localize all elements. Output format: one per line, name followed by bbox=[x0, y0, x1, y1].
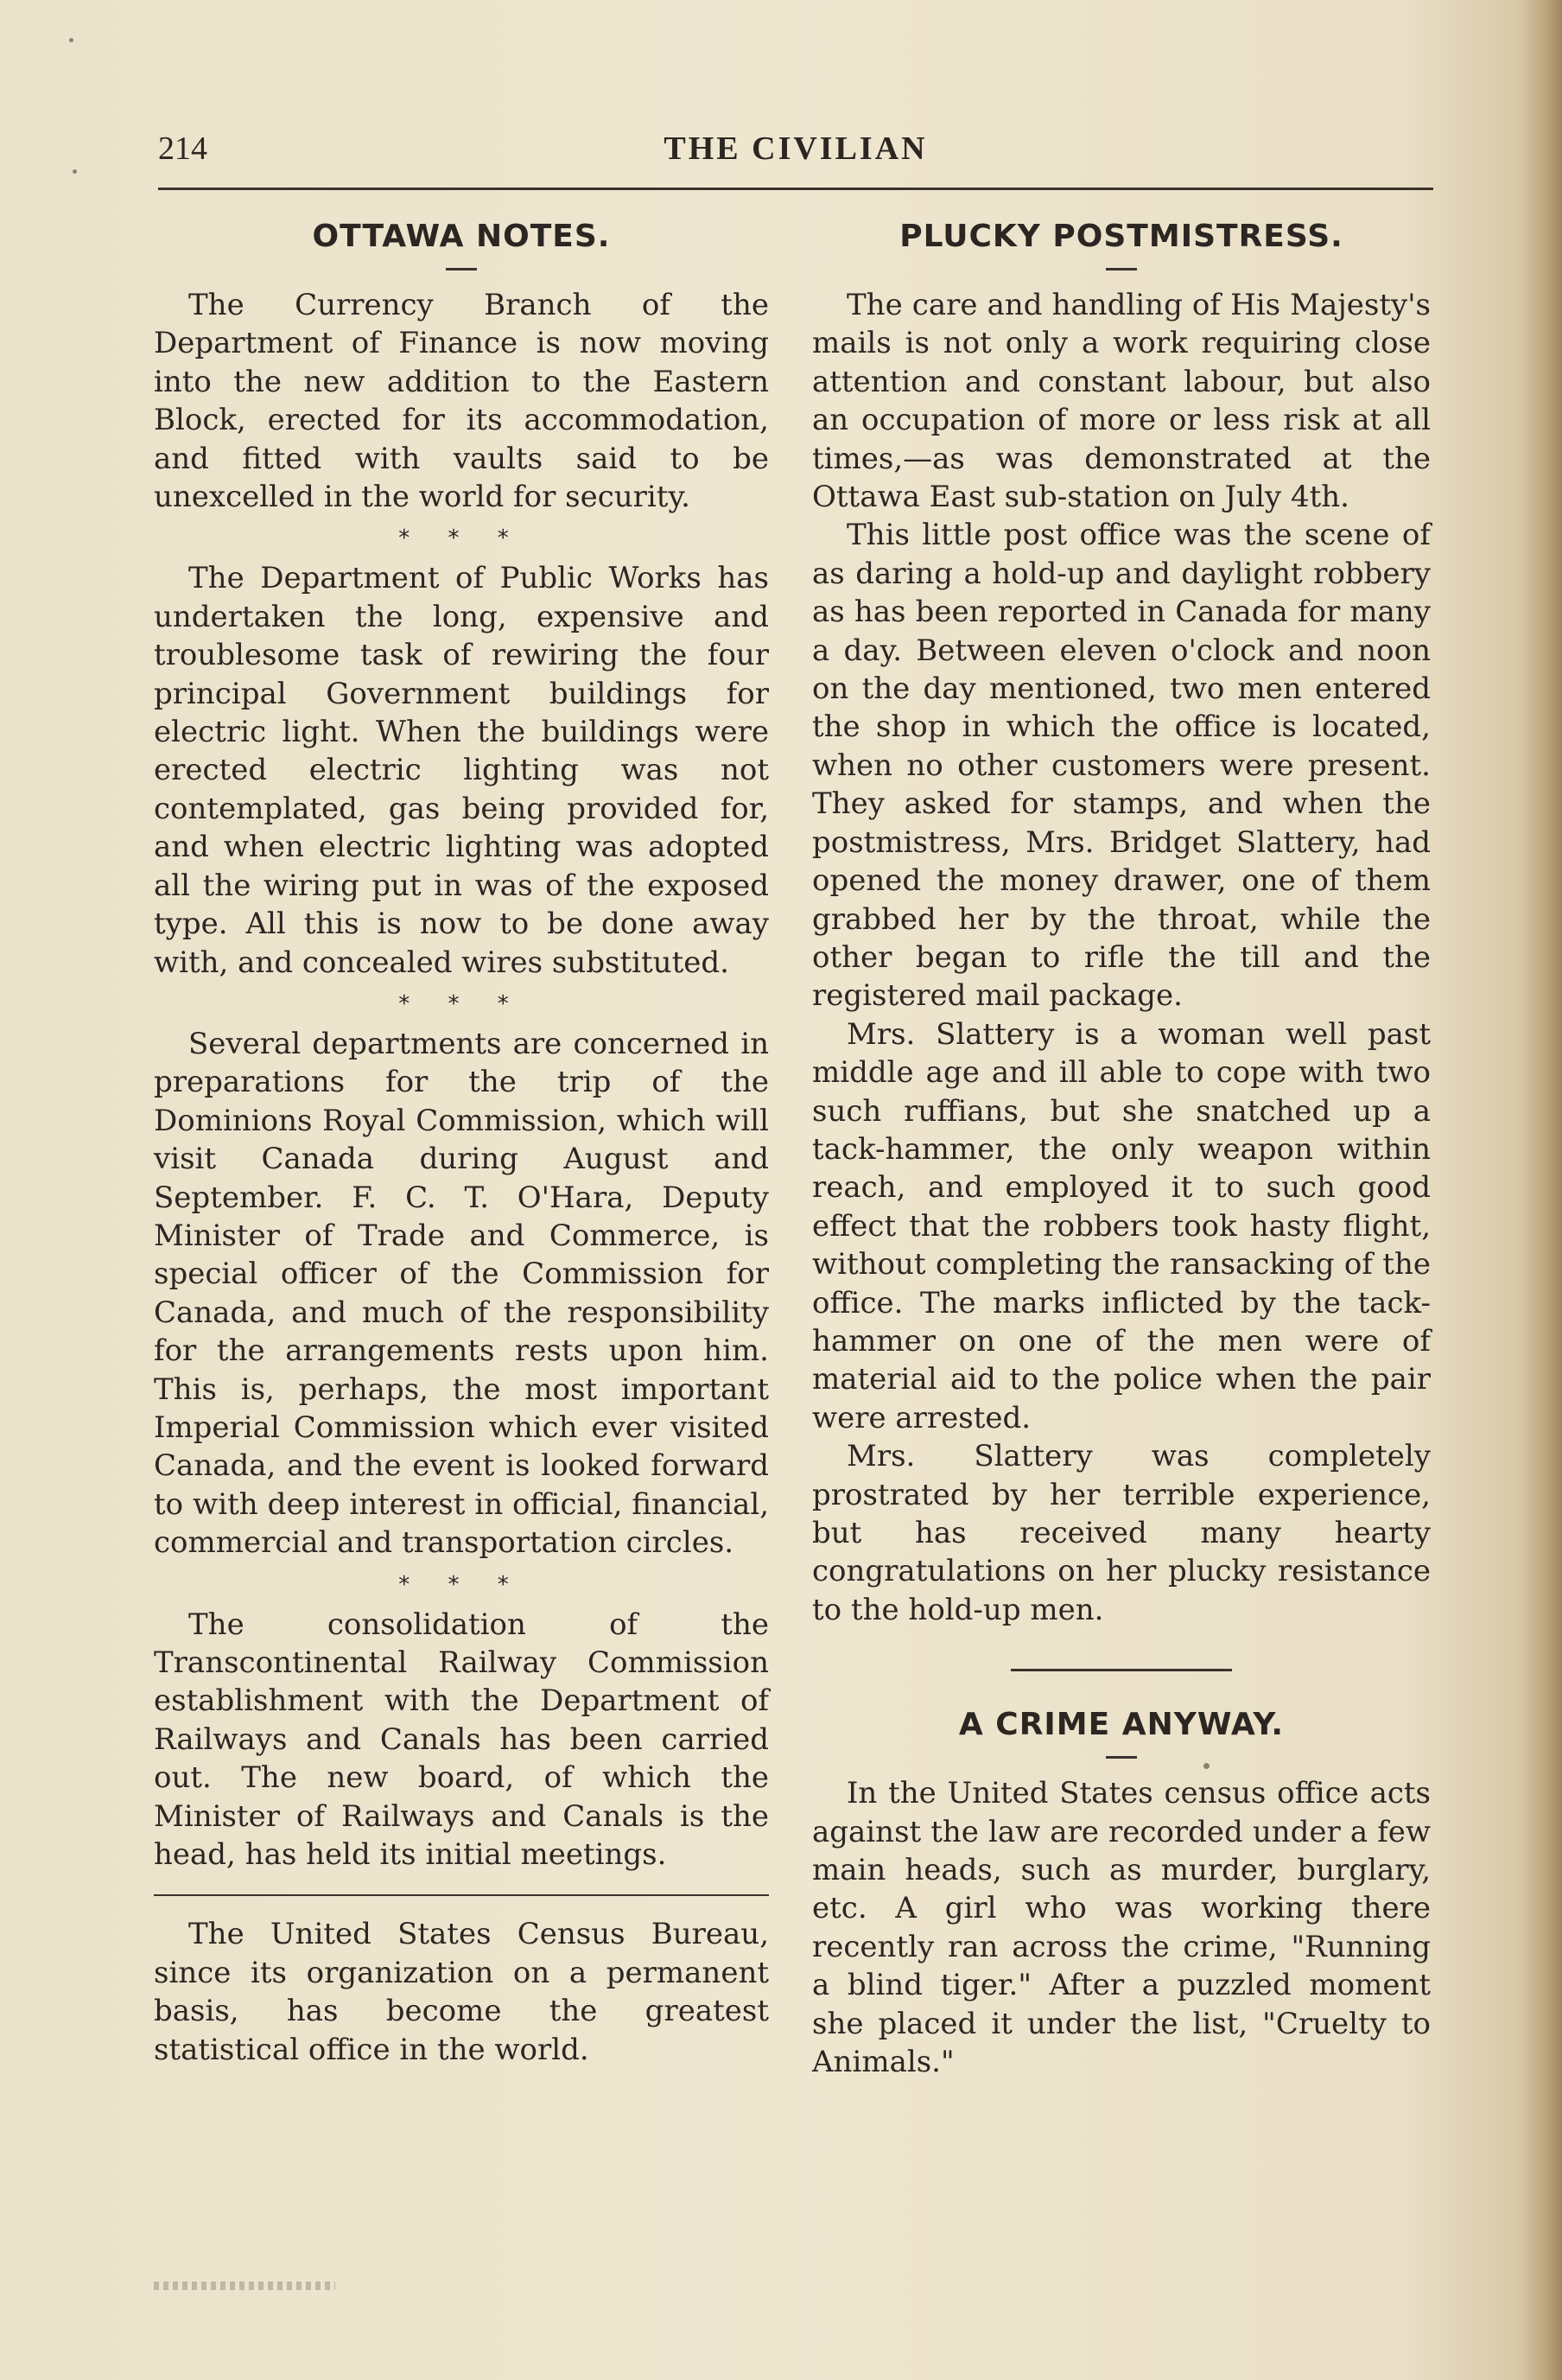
headline-dash bbox=[446, 268, 477, 270]
paragraph-tack-hammer: Mrs. Slattery is a woman well past middle age and ill able to cope with two such ruffians, but she snatched up a tack-hammer, the only weapon within reach, and employed it to such good effect that the robbers took hasty flight, without completing the ransacking of the office. The marks inflicted by the tack-hammer on one of the men were of material aid to the police when the pair were arrested. bbox=[812, 1016, 1431, 1435]
paper-speck bbox=[73, 169, 77, 174]
headline-dash bbox=[1106, 1756, 1137, 1759]
page-header bbox=[158, 130, 1433, 169]
paragraph-railway-commission: The consolidation of the Transcontinental Railway Commission establishment with the Department of Railways and Canals has been carried out. The new board, of which the Minister of Railways and Canals is the head, has held its initial meetings. bbox=[154, 1607, 769, 1873]
paragraph-census-bureau: The United States Census Bureau, since its organization on a permanent basis, has become the greatest statistical office in the world. bbox=[154, 1917, 769, 2067]
column-rule bbox=[154, 1894, 769, 1896]
star-separator: * * * bbox=[398, 1571, 524, 1598]
paragraph-congratulations: Mrs. Slattery was completely prostrated by her terrible experience, but has received many hearty congratulations on her plucky resistance to the hold-up men. bbox=[812, 1439, 1431, 1627]
headline-plucky-postmistress: PLUCKY POSTMISTRESS. bbox=[899, 219, 1343, 254]
paragraph-currency-branch: The Currency Branch of the Department of Finance is now moving into the new addition to the Eastern Block, erected for its accommodation, and fitted with vaults said to be unexcelled in the world for security. bbox=[154, 288, 769, 515]
star-separator: * * * bbox=[398, 525, 524, 552]
paragraph-public-works: The Department of Public Works has undertaken the long, expensive and troublesome task of rewiring the four principal Government buildings for electric light. When the buildings were erected electric lighting was not contemplated, gas being provided for, and when electric lighting was adopted all the wiring put in was of the exposed type. All this is now to be done away with, and concealed wires substituted. bbox=[154, 561, 769, 980]
paper-speck bbox=[1203, 1763, 1210, 1769]
headline-ottawa-notes: OTTAWA NOTES. bbox=[312, 219, 611, 254]
section-rule bbox=[1011, 1669, 1232, 1671]
paragraph-royal-commission: Several departments are concerned in preparations for the trip of the Dominions Royal Commission, which will visit Canada during August and September. F. C. T. O'Hara, Deputy Minister of Trade and Commerce, is special officer of the Commission for Canada, and much of the responsibility for the arrangements rests upon him. This is, perhaps, the most important Imperial Commission which ever visited Canada, and the event is looked forward to with deep interest in official, financial, commercial and transportation circles. bbox=[154, 1026, 769, 1561]
page-number: 214 bbox=[158, 130, 207, 167]
paragraph-census-office: In the United States census office acts against the law are recorded under a few main heads, such as murder, burglary, etc. A girl who was working there recently ran across the crime, "Running a blind tiger." After a puzzled moment she placed it under the list, "Cruelty to Animals." bbox=[812, 1776, 1431, 2080]
star-separator: * * * bbox=[398, 990, 524, 1017]
paragraph-hold-up: This little post office was the scene of as daring a hold-up and daylight robbery as has been reported in Canada for many a day. Between eleven o'clock and noon on the day mentioned, two men entered the shop in which the office is located, when no other customers were present. They asked for stamps, and when the postmistress, Mrs. Bridget Slattery, had opened the money drawer, one of them grabbed her by the throat, while the other began to rifle the till and the registered mail package. bbox=[812, 518, 1431, 1014]
headline-dash bbox=[1106, 268, 1137, 270]
left-column bbox=[154, 200, 769, 2069]
paragraph-mail-handling: The care and handling of His Majesty's mails is not only a work requiring close attention and constant labour, but also an occupation of more or less risk at all times,—as was demonstrated at the Ottawa East sub-station on July 4th. bbox=[812, 288, 1431, 515]
paper-speck bbox=[69, 38, 73, 42]
header-rule bbox=[158, 188, 1433, 190]
ink-smudge bbox=[154, 2281, 335, 2290]
right-column bbox=[812, 200, 1431, 2081]
headline-crime-anyway: A CRIME ANYWAY. bbox=[958, 1707, 1285, 1743]
journal-title: THE CIVILIAN bbox=[664, 130, 928, 167]
binding-edge bbox=[1522, 0, 1562, 2380]
